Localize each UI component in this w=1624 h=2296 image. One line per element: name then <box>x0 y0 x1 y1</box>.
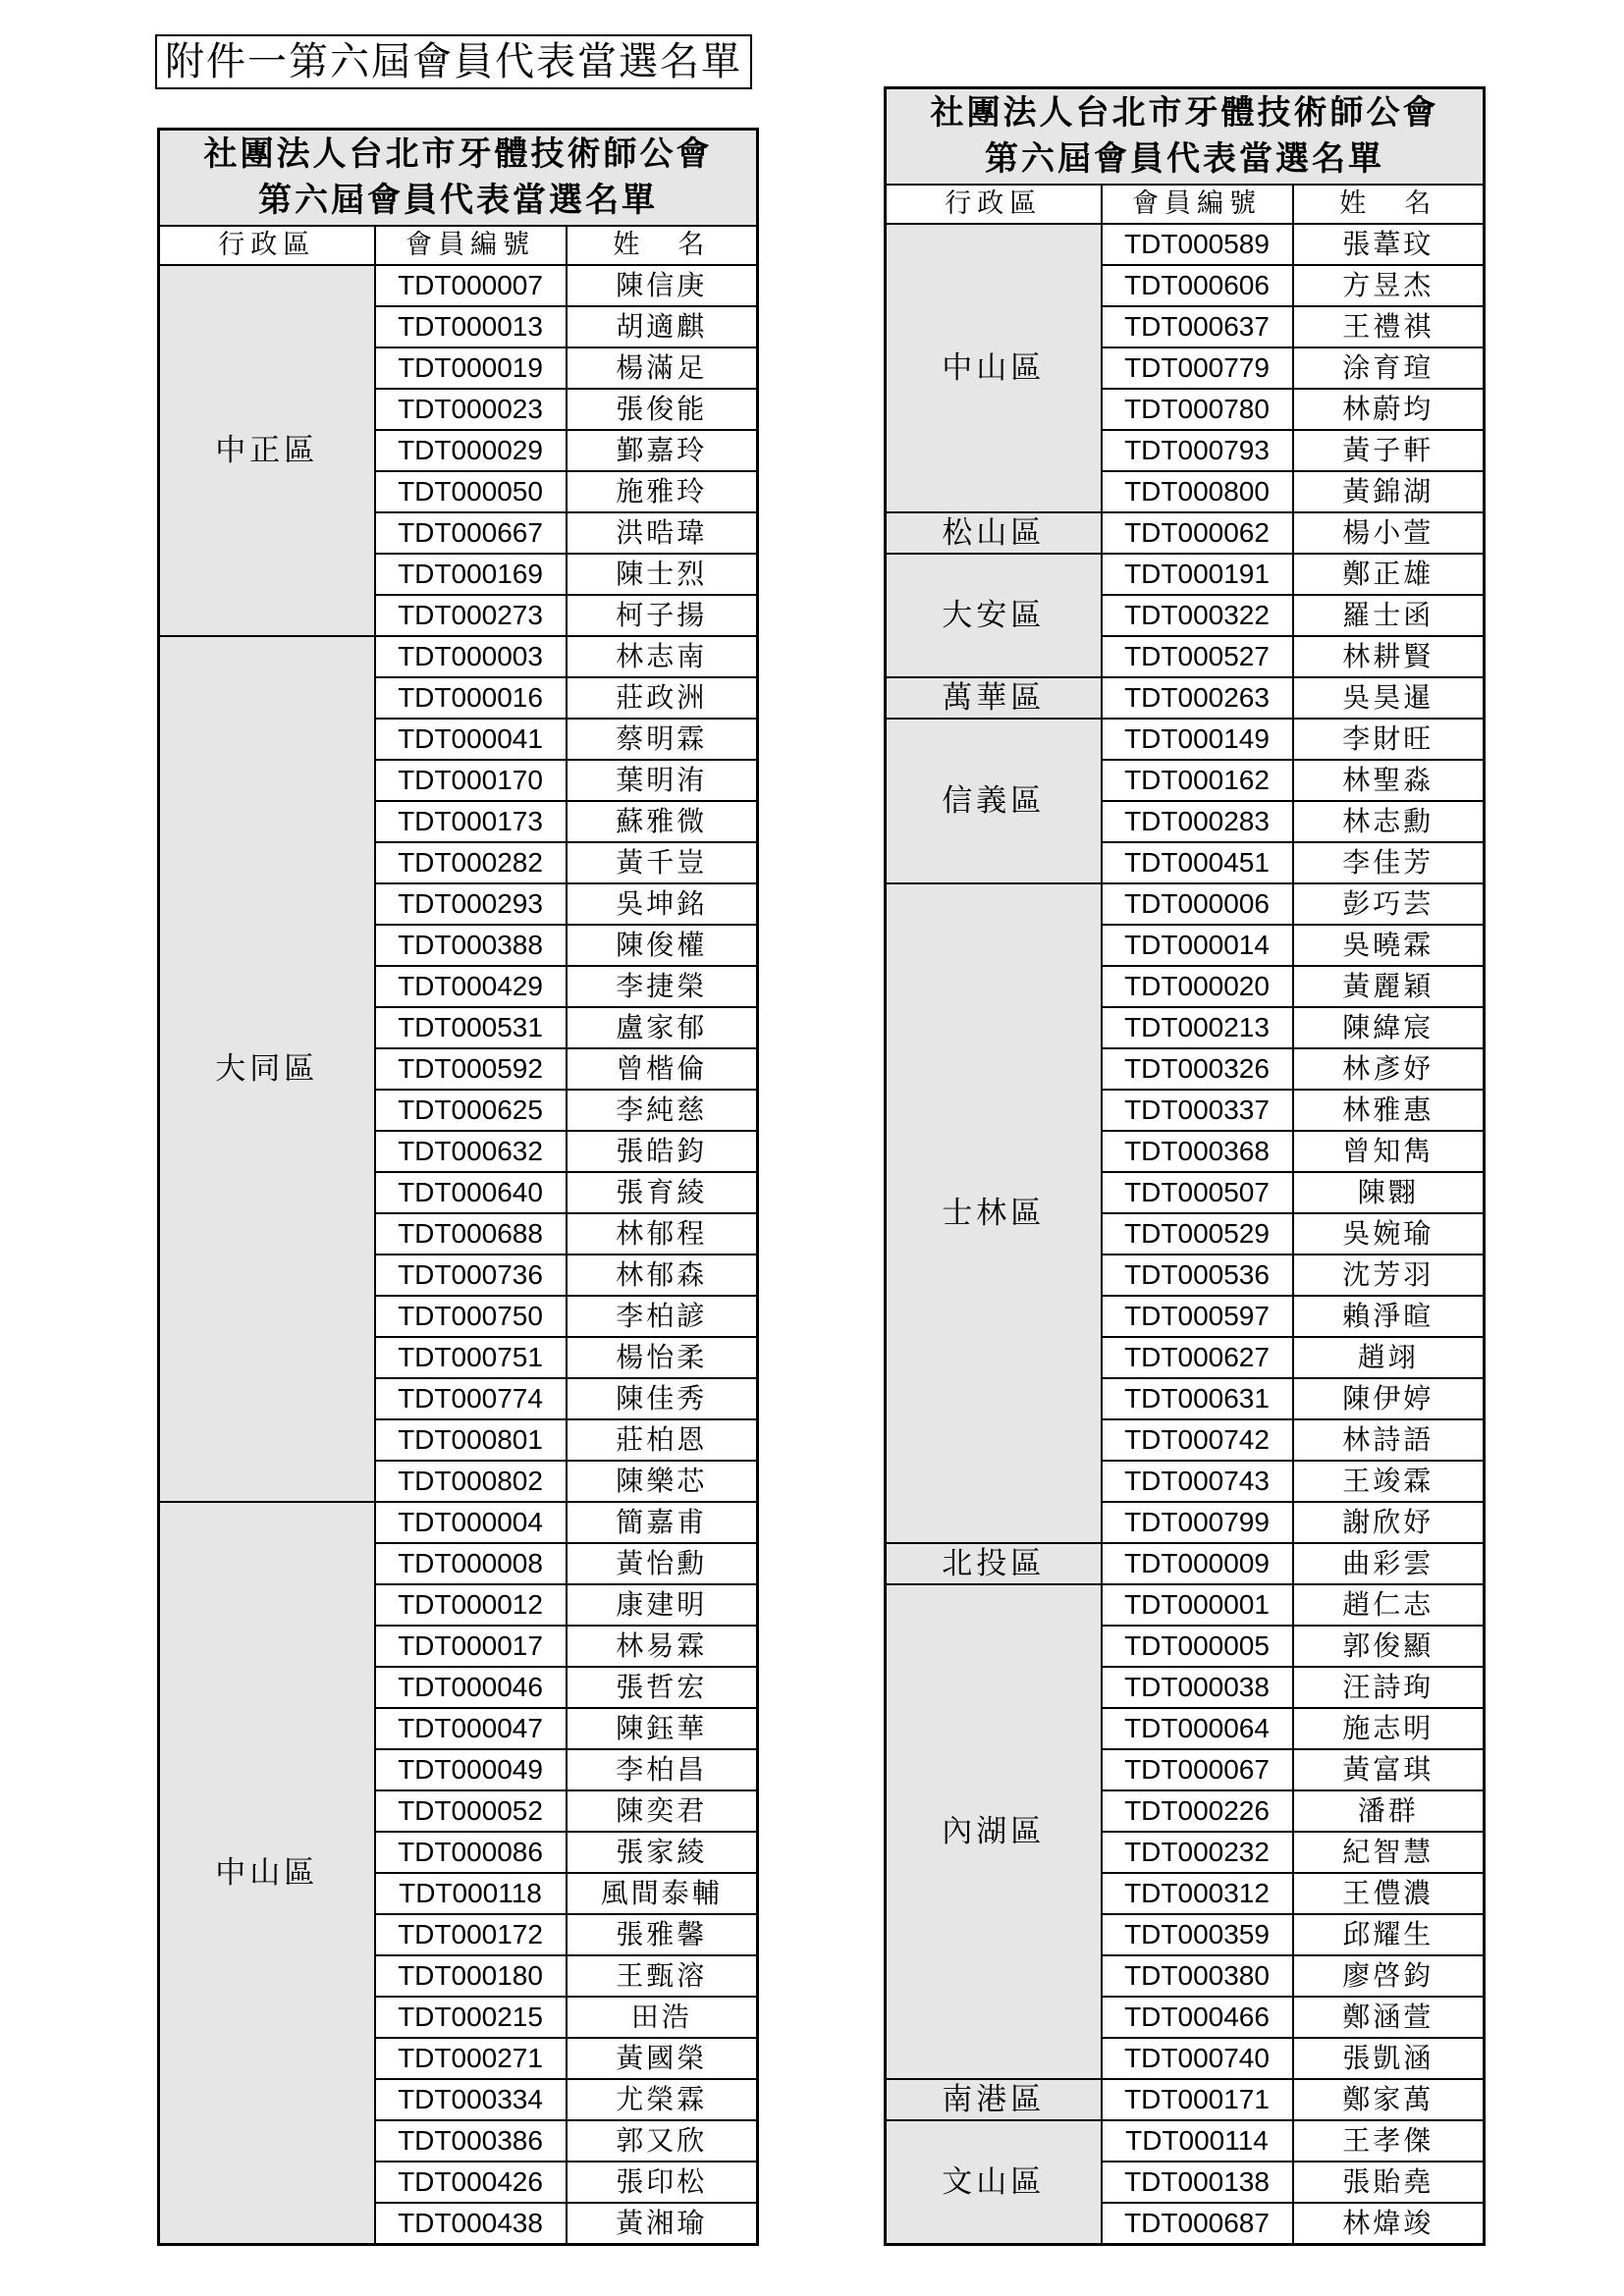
table-title-line2: 第六屆會員代表當選名單 <box>258 181 659 220</box>
member-name-cell: 羅士函 <box>1293 595 1485 636</box>
member-name-cell: 黃富琪 <box>1293 1749 1485 1790</box>
column-header-member-id: 會員編號 <box>375 226 567 265</box>
member-name-cell: 楊小萱 <box>1293 512 1485 554</box>
member-name-cell: 趙翊 <box>1293 1337 1485 1378</box>
member-id-cell: TDT000180 <box>375 1955 567 1997</box>
member-name-cell: 康建明 <box>567 1584 758 1626</box>
member-name-cell: 莊柏恩 <box>567 1419 758 1461</box>
member-id-cell: TDT000799 <box>1102 1502 1293 1543</box>
member-id-cell: TDT000793 <box>1102 430 1293 471</box>
member-name-cell: 陳鈺華 <box>567 1708 758 1749</box>
member-id-cell: TDT000049 <box>375 1749 567 1790</box>
member-name-cell: 紀智慧 <box>1293 1832 1485 1873</box>
district-cell: 大同區 <box>159 636 375 1502</box>
member-name-cell: 潘群 <box>1293 1790 1485 1832</box>
member-id-cell: TDT000064 <box>1102 1708 1293 1749</box>
member-name-cell: 林志勳 <box>1293 801 1485 842</box>
member-id-cell: TDT000627 <box>1102 1337 1293 1378</box>
member-name-cell: 廖啓鈞 <box>1293 1955 1485 1997</box>
member-name-cell: 吳曉霖 <box>1293 925 1485 966</box>
member-id-cell: TDT000047 <box>375 1708 567 1749</box>
column-header-name: 姓 名 <box>1293 185 1485 224</box>
member-id-cell: TDT000451 <box>1102 842 1293 883</box>
member-id-cell: TDT000592 <box>375 1048 567 1090</box>
member-name-cell: 莊政洲 <box>567 677 758 719</box>
district-cell: 萬華區 <box>886 677 1102 719</box>
member-name-cell: 陳俊權 <box>567 925 758 966</box>
table-title <box>886 88 1485 186</box>
member-name-cell: 林郁森 <box>567 1255 758 1296</box>
member-name-cell: 陳士烈 <box>567 554 758 595</box>
member-name-cell: 李捷榮 <box>567 966 758 1007</box>
member-id-cell: TDT000050 <box>375 471 567 512</box>
member-id-cell: TDT000334 <box>375 2079 567 2120</box>
member-name-cell: 林煒竣 <box>1293 2203 1485 2245</box>
roster-table-right <box>884 86 1486 2246</box>
member-id-cell: TDT000029 <box>375 430 567 471</box>
member-id-cell: TDT000013 <box>375 306 567 347</box>
district-cell: 中正區 <box>159 265 375 636</box>
member-name-cell: 李佳芳 <box>1293 842 1485 883</box>
member-name-cell: 盧家郁 <box>567 1007 758 1048</box>
roster-body-left <box>159 265 758 2245</box>
member-name-cell: 田浩 <box>567 1997 758 2038</box>
table-row <box>886 1543 1485 1584</box>
member-id-cell: TDT000312 <box>1102 1873 1293 1914</box>
table-row <box>886 883 1485 925</box>
column-header-name: 姓 名 <box>567 226 758 265</box>
member-id-cell: TDT000016 <box>375 677 567 719</box>
member-id-cell: TDT000322 <box>1102 595 1293 636</box>
member-id-cell: TDT000742 <box>1102 1419 1293 1461</box>
member-name-cell: 蘇雅微 <box>567 801 758 842</box>
table-title-line1: 社團法人台北市牙體技術師公會 <box>203 134 713 174</box>
member-id-cell: TDT000802 <box>375 1461 567 1502</box>
member-id-cell: TDT000283 <box>1102 801 1293 842</box>
member-name-cell: 蔡明霖 <box>567 719 758 760</box>
member-name-cell: 張俊能 <box>567 389 758 430</box>
member-id-cell: TDT000380 <box>1102 1955 1293 1997</box>
member-name-cell: 楊滿足 <box>567 347 758 389</box>
member-id-cell: TDT000067 <box>1102 1749 1293 1790</box>
member-name-cell: 張凱涵 <box>1293 2038 1485 2079</box>
member-id-cell: TDT000429 <box>375 966 567 1007</box>
member-id-cell: TDT000667 <box>375 512 567 554</box>
district-cell: 中山區 <box>886 224 1102 512</box>
member-name-cell: 王禮祺 <box>1293 306 1485 347</box>
member-name-cell: 林蔚均 <box>1293 389 1485 430</box>
member-name-cell: 張育綾 <box>567 1172 758 1213</box>
member-id-cell: TDT000632 <box>375 1131 567 1172</box>
district-cell: 信義區 <box>886 719 1102 883</box>
table-row <box>886 554 1485 595</box>
member-name-cell: 汪詩珣 <box>1293 1667 1485 1708</box>
member-name-cell: 張葦玟 <box>1293 224 1485 265</box>
member-id-cell: TDT000226 <box>1102 1790 1293 1832</box>
member-name-cell: 洪晧瑋 <box>567 512 758 554</box>
member-name-cell: 曾知雋 <box>1293 1131 1485 1172</box>
member-name-cell: 張貽堯 <box>1293 2162 1485 2203</box>
member-name-cell: 楊怡柔 <box>567 1337 758 1378</box>
member-id-cell: TDT000017 <box>375 1626 567 1667</box>
column-header-member-id: 會員編號 <box>1102 185 1293 224</box>
member-id-cell: TDT000169 <box>375 554 567 595</box>
member-id-cell: TDT000637 <box>1102 306 1293 347</box>
member-id-cell: TDT000215 <box>375 1997 567 2038</box>
member-id-cell: TDT000800 <box>1102 471 1293 512</box>
table-row <box>886 677 1485 719</box>
member-name-cell: 施志明 <box>1293 1708 1485 1749</box>
member-id-cell: TDT000041 <box>375 719 567 760</box>
table-row <box>886 224 1485 265</box>
column-header-district: 行政區 <box>886 185 1102 224</box>
member-id-cell: TDT000740 <box>1102 2038 1293 2079</box>
table-row <box>159 636 758 677</box>
member-name-cell: 李純慈 <box>567 1090 758 1131</box>
member-id-cell: TDT000736 <box>375 1255 567 1296</box>
table-row <box>886 2079 1485 2120</box>
member-name-cell: 張哲宏 <box>567 1667 758 1708</box>
member-id-cell: TDT000640 <box>375 1172 567 1213</box>
member-name-cell: 賴淨暄 <box>1293 1296 1485 1337</box>
member-id-cell: TDT000293 <box>375 883 567 925</box>
member-name-cell: 李柏諺 <box>567 1296 758 1337</box>
member-id-cell: TDT000001 <box>1102 1584 1293 1626</box>
roster-body-right <box>886 224 1485 2245</box>
member-name-cell: 林耕賢 <box>1293 636 1485 677</box>
member-name-cell: 施雅玲 <box>567 471 758 512</box>
member-id-cell: TDT000009 <box>1102 1543 1293 1584</box>
member-id-cell: TDT000006 <box>1102 883 1293 925</box>
member-id-cell: TDT000114 <box>1102 2120 1293 2162</box>
member-id-cell: TDT000004 <box>375 1502 567 1543</box>
district-cell: 文山區 <box>886 2120 1102 2245</box>
member-name-cell: 吳昊暹 <box>1293 677 1485 719</box>
member-name-cell: 陳樂芯 <box>567 1461 758 1502</box>
member-id-cell: TDT000273 <box>375 595 567 636</box>
member-name-cell: 張印松 <box>567 2162 758 2203</box>
member-name-cell: 尤榮霖 <box>567 2079 758 2120</box>
member-id-cell: TDT000118 <box>375 1873 567 1914</box>
member-id-cell: TDT000779 <box>1102 347 1293 389</box>
member-id-cell: TDT000688 <box>375 1213 567 1255</box>
member-name-cell: 黃錦湖 <box>1293 471 1485 512</box>
table-title-line1: 社團法人台北市牙體技術師公會 <box>930 93 1439 133</box>
district-cell: 北投區 <box>886 1543 1102 1584</box>
member-id-cell: TDT000263 <box>1102 677 1293 719</box>
table-row <box>159 265 758 306</box>
member-id-cell: TDT000536 <box>1102 1255 1293 1296</box>
column-header-district: 行政區 <box>159 226 375 265</box>
member-name-cell: 柯子揚 <box>567 595 758 636</box>
member-id-cell: TDT000326 <box>1102 1048 1293 1090</box>
member-id-cell: TDT000138 <box>1102 2162 1293 2203</box>
member-name-cell: 黃千豈 <box>567 842 758 883</box>
member-name-cell: 黃怡勳 <box>567 1543 758 1584</box>
member-id-cell: TDT000337 <box>1102 1090 1293 1131</box>
member-id-cell: TDT000466 <box>1102 1997 1293 2038</box>
member-name-cell: 邱耀生 <box>1293 1914 1485 1955</box>
member-id-cell: TDT000359 <box>1102 1914 1293 1955</box>
member-id-cell: TDT000003 <box>375 636 567 677</box>
member-name-cell: 曲彩雲 <box>1293 1543 1485 1584</box>
member-name-cell: 王甄溶 <box>567 1955 758 1997</box>
district-cell: 中山區 <box>159 1502 375 2245</box>
member-name-cell: 趙仁志 <box>1293 1584 1485 1626</box>
member-id-cell: TDT000086 <box>375 1832 567 1873</box>
member-id-cell: TDT000019 <box>375 347 567 389</box>
member-name-cell: 林雅惠 <box>1293 1090 1485 1131</box>
roster-table-left <box>157 128 759 2246</box>
table-row <box>886 2120 1485 2162</box>
member-name-cell: 沈芳羽 <box>1293 1255 1485 1296</box>
member-id-cell: TDT000007 <box>375 265 567 306</box>
member-id-cell: TDT000589 <box>1102 224 1293 265</box>
member-name-cell: 涂育瑄 <box>1293 347 1485 389</box>
member-id-cell: TDT000149 <box>1102 719 1293 760</box>
member-name-cell: 李柏昌 <box>567 1749 758 1790</box>
member-id-cell: TDT000438 <box>375 2203 567 2245</box>
member-id-cell: TDT000271 <box>375 2038 567 2079</box>
member-id-cell: TDT000751 <box>375 1337 567 1378</box>
table-row <box>159 1502 758 1543</box>
member-name-cell: 陳佳秀 <box>567 1378 758 1419</box>
member-id-cell: TDT000368 <box>1102 1131 1293 1172</box>
member-id-cell: TDT000005 <box>1102 1626 1293 1667</box>
member-id-cell: TDT000162 <box>1102 760 1293 801</box>
member-name-cell: 胡適麒 <box>567 306 758 347</box>
member-name-cell: 王竣霖 <box>1293 1461 1485 1502</box>
member-id-cell: TDT000507 <box>1102 1172 1293 1213</box>
member-name-cell: 鄞嘉玲 <box>567 430 758 471</box>
member-id-cell: TDT000426 <box>375 2162 567 2203</box>
attachment-title: 附件一第六屆會員代表當選名單 <box>155 34 752 89</box>
member-id-cell: TDT000023 <box>375 389 567 430</box>
district-cell: 南港區 <box>886 2079 1102 2120</box>
table-title <box>159 130 758 227</box>
member-name-cell: 簡嘉甫 <box>567 1502 758 1543</box>
member-name-cell: 林彥妤 <box>1293 1048 1485 1090</box>
table-title-line2: 第六屆會員代表當選名單 <box>985 139 1385 179</box>
member-name-cell: 李財旺 <box>1293 719 1485 760</box>
member-name-cell: 王孝傑 <box>1293 2120 1485 2162</box>
member-id-cell: TDT000625 <box>375 1090 567 1131</box>
member-name-cell: 林易霖 <box>567 1626 758 1667</box>
member-name-cell: 黃麗穎 <box>1293 966 1485 1007</box>
member-name-cell: 張雅馨 <box>567 1914 758 1955</box>
member-id-cell: TDT000232 <box>1102 1832 1293 1873</box>
district-cell: 大安區 <box>886 554 1102 677</box>
member-name-cell: 風間泰輔 <box>567 1873 758 1914</box>
member-id-cell: TDT000531 <box>375 1007 567 1048</box>
member-id-cell: TDT000282 <box>375 842 567 883</box>
member-name-cell: 鄭家萬 <box>1293 2079 1485 2120</box>
member-id-cell: TDT000527 <box>1102 636 1293 677</box>
member-id-cell: TDT000191 <box>1102 554 1293 595</box>
member-id-cell: TDT000743 <box>1102 1461 1293 1502</box>
member-name-cell: 鄭涵萱 <box>1293 1997 1485 2038</box>
member-id-cell: TDT000170 <box>375 760 567 801</box>
member-name-cell: 彭巧芸 <box>1293 883 1485 925</box>
member-id-cell: TDT000750 <box>375 1296 567 1337</box>
member-name-cell: 方昱杰 <box>1293 265 1485 306</box>
member-id-cell: TDT000012 <box>375 1584 567 1626</box>
member-id-cell: TDT000046 <box>375 1667 567 1708</box>
member-name-cell: 王僼濃 <box>1293 1873 1485 1914</box>
table-row <box>886 512 1485 554</box>
member-id-cell: TDT000801 <box>375 1419 567 1461</box>
member-name-cell: 張家綾 <box>567 1832 758 1873</box>
member-id-cell: TDT000171 <box>1102 2079 1293 2120</box>
member-id-cell: TDT000386 <box>375 2120 567 2162</box>
member-name-cell: 林聖淼 <box>1293 760 1485 801</box>
member-name-cell: 郭又欣 <box>567 2120 758 2162</box>
member-name-cell: 陳伊婷 <box>1293 1378 1485 1419</box>
member-id-cell: TDT000173 <box>375 801 567 842</box>
member-name-cell: 吳坤銘 <box>567 883 758 925</box>
member-name-cell: 林志南 <box>567 636 758 677</box>
member-id-cell: TDT000038 <box>1102 1667 1293 1708</box>
district-cell: 內湖區 <box>886 1584 1102 2079</box>
member-name-cell: 陳信庚 <box>567 265 758 306</box>
table-row <box>886 719 1485 760</box>
member-id-cell: TDT000008 <box>375 1543 567 1584</box>
member-name-cell: 黃國榮 <box>567 2038 758 2079</box>
member-id-cell: TDT000687 <box>1102 2203 1293 2245</box>
member-name-cell: 吳婉瑜 <box>1293 1213 1485 1255</box>
member-name-cell: 陳奕君 <box>567 1790 758 1832</box>
district-cell: 士林區 <box>886 883 1102 1543</box>
member-id-cell: TDT000172 <box>375 1914 567 1955</box>
member-id-cell: TDT000780 <box>1102 389 1293 430</box>
member-name-cell: 黃湘瑜 <box>567 2203 758 2245</box>
member-id-cell: TDT000529 <box>1102 1213 1293 1255</box>
member-id-cell: TDT000062 <box>1102 512 1293 554</box>
member-name-cell: 林詩語 <box>1293 1419 1485 1461</box>
member-id-cell: TDT000597 <box>1102 1296 1293 1337</box>
district-cell: 松山區 <box>886 512 1102 554</box>
member-id-cell: TDT000631 <box>1102 1378 1293 1419</box>
member-id-cell: TDT000388 <box>375 925 567 966</box>
member-id-cell: TDT000014 <box>1102 925 1293 966</box>
member-name-cell: 陳緯宸 <box>1293 1007 1485 1048</box>
member-name-cell: 郭俊顯 <box>1293 1626 1485 1667</box>
member-id-cell: TDT000052 <box>375 1790 567 1832</box>
member-name-cell: 陳翾 <box>1293 1172 1485 1213</box>
member-name-cell: 曾楷倫 <box>567 1048 758 1090</box>
member-name-cell: 葉明洧 <box>567 760 758 801</box>
member-id-cell: TDT000606 <box>1102 265 1293 306</box>
member-name-cell: 鄭正雄 <box>1293 554 1485 595</box>
member-id-cell: TDT000774 <box>375 1378 567 1419</box>
member-name-cell: 黃子軒 <box>1293 430 1485 471</box>
member-id-cell: TDT000020 <box>1102 966 1293 1007</box>
member-name-cell: 林郁程 <box>567 1213 758 1255</box>
member-id-cell: TDT000213 <box>1102 1007 1293 1048</box>
table-row <box>886 1584 1485 1626</box>
member-name-cell: 張皓鈞 <box>567 1131 758 1172</box>
member-name-cell: 謝欣妤 <box>1293 1502 1485 1543</box>
